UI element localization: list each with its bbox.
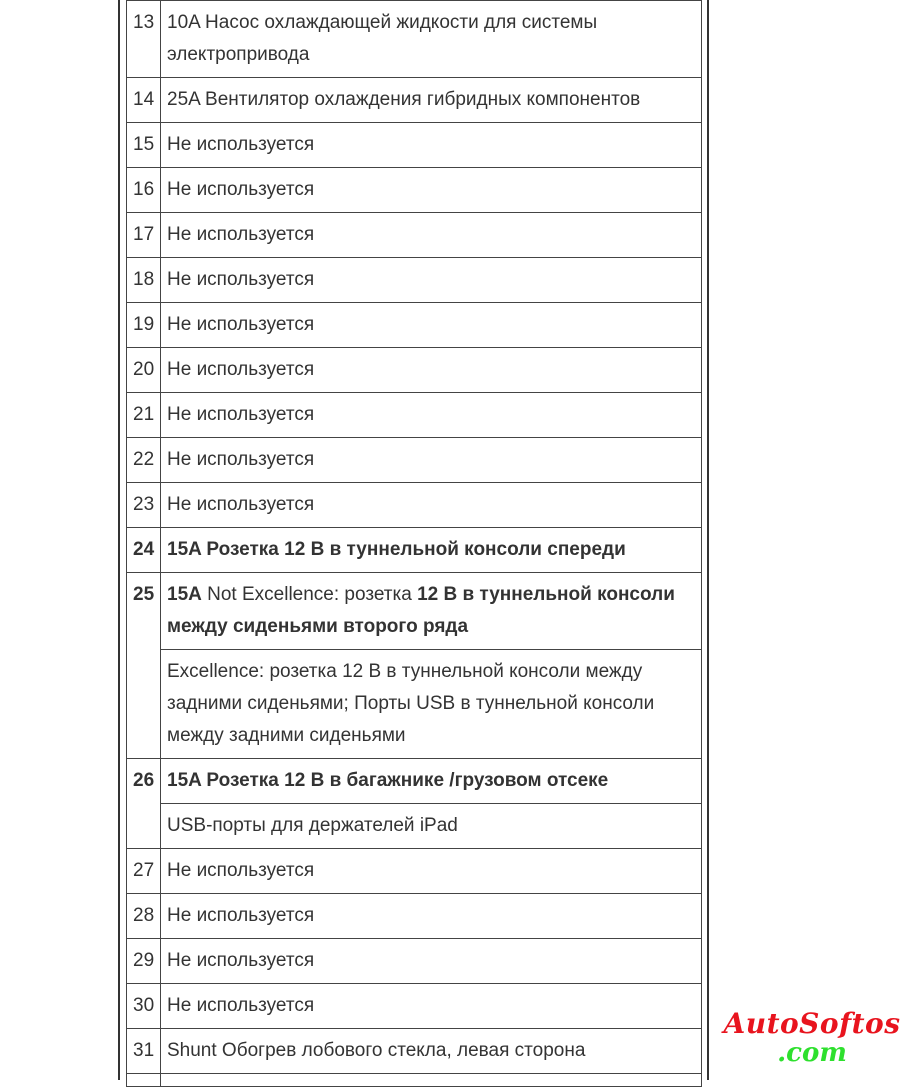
fuse-number-cell: 27 bbox=[127, 849, 161, 894]
description-text: Не используется bbox=[167, 179, 315, 200]
fuse-description-cell bbox=[161, 78, 702, 123]
fuse-description-cell bbox=[161, 849, 702, 894]
fuse-number-cell bbox=[127, 1074, 161, 1087]
fuse-description-cell bbox=[161, 939, 702, 984]
fuse-description-cell bbox=[161, 123, 702, 168]
table-row bbox=[127, 213, 702, 258]
fuse-number-cell: 24 bbox=[127, 528, 161, 573]
table-row bbox=[127, 894, 702, 939]
description-text: Не используется bbox=[167, 860, 315, 881]
table-row bbox=[127, 168, 702, 213]
description-text: Не используется bbox=[167, 359, 315, 380]
watermark-line2: .com bbox=[777, 1038, 847, 1068]
fuse-description-cell bbox=[161, 393, 702, 438]
fuse-table-body bbox=[127, 1, 702, 1087]
description-text: Не используется bbox=[167, 905, 315, 926]
fuse-description-cell bbox=[161, 1074, 702, 1087]
description-text: Не используется bbox=[167, 224, 315, 245]
fuse-number-cell: 28 bbox=[127, 894, 161, 939]
table-row bbox=[127, 1, 702, 78]
table-row bbox=[127, 123, 702, 168]
table-row bbox=[127, 1029, 702, 1074]
fuse-number-cell: 18 bbox=[127, 258, 161, 303]
description-text: 10A Насос охлаждающей жидкости для системы электропривода bbox=[167, 12, 598, 65]
description-text: Не используется bbox=[167, 404, 315, 425]
fuse-number-cell: 21 bbox=[127, 393, 161, 438]
description-text: Не используется bbox=[167, 134, 315, 155]
description-text: Не используется bbox=[167, 950, 315, 971]
fuse-description-cell bbox=[161, 804, 702, 849]
fuse-number-cell: 26 bbox=[127, 759, 161, 849]
description-text: 12 В в туннельной консоли между сиденьями второго ряда bbox=[167, 584, 675, 637]
table-row bbox=[127, 759, 702, 804]
fuse-description-cell bbox=[161, 438, 702, 483]
description-text: 15A Розетка 12 В в туннельной консоли спереди bbox=[167, 539, 626, 560]
fuse-table bbox=[126, 0, 702, 1087]
fuse-description-cell bbox=[161, 1, 702, 78]
fuse-description-cell bbox=[161, 759, 702, 804]
table-row bbox=[127, 650, 702, 759]
table-row bbox=[127, 528, 702, 573]
fuse-number-cell: 31 bbox=[127, 1029, 161, 1074]
fuse-number-cell: 25 bbox=[127, 573, 161, 759]
description-text: Не используется bbox=[167, 995, 315, 1016]
description-text: Не используется bbox=[167, 494, 315, 515]
content-border-right bbox=[707, 0, 709, 1080]
description-text: Не используется bbox=[167, 269, 315, 290]
watermark-line1: AutoSoftos bbox=[723, 1007, 901, 1040]
table-row bbox=[127, 849, 702, 894]
table-row bbox=[127, 258, 702, 303]
fuse-number-cell: 29 bbox=[127, 939, 161, 984]
fuse-number-cell: 22 bbox=[127, 438, 161, 483]
table-row bbox=[127, 438, 702, 483]
fuse-number-cell: 20 bbox=[127, 348, 161, 393]
fuse-description-cell bbox=[161, 348, 702, 393]
content-border-left bbox=[118, 0, 120, 1080]
fuse-description-cell bbox=[161, 528, 702, 573]
description-text: 25A Вентилятор охлаждения гибридных компонентов bbox=[167, 89, 641, 110]
fuse-number-cell: 13 bbox=[127, 1, 161, 78]
description-text: Не используется bbox=[167, 314, 315, 335]
description-text: 15A Розетка 12 В в багажнике /грузовом отсеке bbox=[167, 770, 609, 791]
fuse-description-cell bbox=[161, 984, 702, 1029]
fuse-description-cell bbox=[161, 258, 702, 303]
fuse-number-cell: 17 bbox=[127, 213, 161, 258]
table-row bbox=[127, 573, 702, 650]
fuse-number-cell: 16 bbox=[127, 168, 161, 213]
fuse-description-cell bbox=[161, 303, 702, 348]
table-row bbox=[127, 939, 702, 984]
fuse-number-cell: 23 bbox=[127, 483, 161, 528]
table-row bbox=[127, 393, 702, 438]
table-row bbox=[127, 804, 702, 849]
description-text: Shunt Обогрев лобового стекла, левая сторона bbox=[167, 1040, 586, 1061]
fuse-number-cell: 15 bbox=[127, 123, 161, 168]
table-row bbox=[127, 984, 702, 1029]
description-text: Not Excellence: розетка bbox=[201, 584, 418, 605]
description-text: 15A bbox=[167, 584, 202, 605]
description-text: Excellence: розетка 12 В в туннельной консоли между задними сиденьями; Порты USB в туннельной консоли между задними сиденьями bbox=[167, 661, 655, 746]
fuse-description-cell bbox=[161, 650, 702, 759]
description-text: Не используется bbox=[167, 449, 315, 470]
fuse-number-cell: 19 bbox=[127, 303, 161, 348]
fuse-description-cell bbox=[161, 168, 702, 213]
fuse-number-cell: 30 bbox=[127, 984, 161, 1029]
fuse-description-cell bbox=[161, 213, 702, 258]
fuse-description-cell bbox=[161, 1029, 702, 1074]
fuse-description-cell bbox=[161, 894, 702, 939]
watermark-logo bbox=[712, 1007, 912, 1068]
table-row bbox=[127, 483, 702, 528]
table-row bbox=[127, 1074, 702, 1087]
table-row bbox=[127, 348, 702, 393]
table-row bbox=[127, 78, 702, 123]
table-row bbox=[127, 303, 702, 348]
fuse-description-cell bbox=[161, 573, 702, 650]
fuse-number-cell: 14 bbox=[127, 78, 161, 123]
description-text: USB-порты для держателей iPad bbox=[167, 815, 458, 836]
fuse-description-cell bbox=[161, 483, 702, 528]
